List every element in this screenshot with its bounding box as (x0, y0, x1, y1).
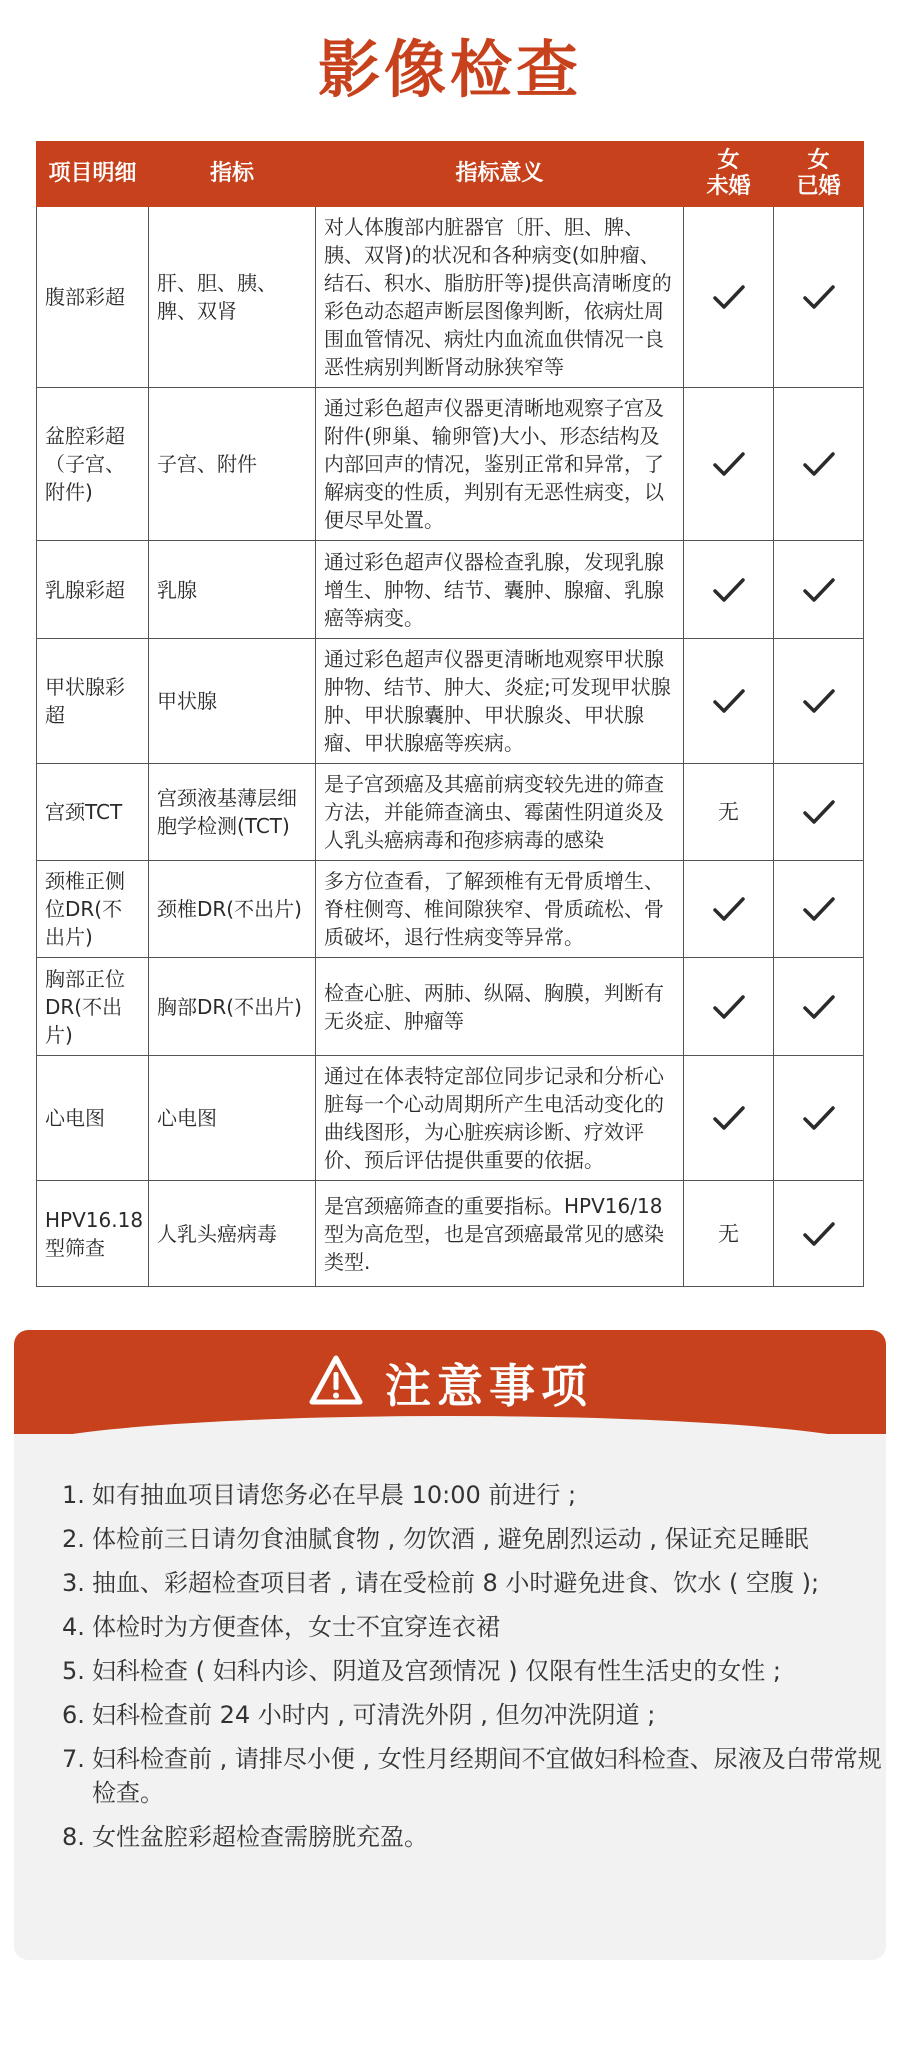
item-text: 女性盆腔彩超检查需膀胱充盈。 (92, 1823, 428, 1851)
check-icon (801, 1103, 837, 1133)
notice-title: 注意事项 (385, 1359, 593, 1413)
row-unmarried (684, 207, 774, 388)
row-meaning: 通过彩色超声仪器更清晰地观察甲状腺肿物、结节、肿大、炎症;可发现甲状腺肿、甲状腺囊肿、甲状腺炎、甲状腺瘤、甲状腺癌等疾病。 (316, 639, 684, 764)
row-married (774, 764, 864, 861)
item-text: 抽血、彩超检查项目者 , 请在受检前 8 小时避免进食、饮水 ( 空腹 ); (92, 1569, 820, 1597)
row-meaning: 通过彩色超声仪器更清晰地观察子宫及附件(卵巢、输卵管)大小、形态结构及内部回声的情况，鉴别正常和异常，了解病变的性质，判别有无恶性病变，以便尽早处置。 (316, 388, 684, 541)
row-meaning: 通过彩色超声仪器检查乳腺，发现乳腺增生、肿物、结节、囊肿、腺瘤、乳腺癌等病变。 (316, 541, 684, 639)
row-indicator: 心电图 (149, 1056, 316, 1181)
row-unmarried (684, 1056, 774, 1181)
row-item: 乳腺彩超 (37, 541, 149, 639)
page-title: 影像检查 (317, 33, 582, 106)
exam-table (36, 141, 864, 1287)
header-married-female (774, 142, 864, 207)
header-married-line2: 已婚 (796, 174, 841, 199)
list-item (62, 1820, 882, 1854)
row-indicator: 子宫、附件 (149, 388, 316, 541)
check-icon (711, 894, 747, 924)
row-meaning: 检查心脏、两肺、纵隔、胸膜，判断有无炎症、肿瘤等 (316, 958, 684, 1056)
row-item: 腹部彩超 (37, 207, 149, 388)
check-icon (801, 1219, 837, 1249)
item-number: 2. (62, 1525, 85, 1553)
row-unmarried (684, 861, 774, 958)
table-row (37, 958, 864, 1056)
row-indicator: 人乳头癌病毒 (149, 1181, 316, 1287)
notice-panel (14, 1330, 886, 1960)
header-married-line1: 女 (807, 148, 830, 173)
row-unmarried (684, 388, 774, 541)
header-meaning: 指标意义 (316, 142, 684, 207)
row-unmarried (684, 764, 774, 861)
check-icon (801, 992, 837, 1022)
list-item (62, 1478, 882, 1512)
row-item: 心电图 (37, 1056, 149, 1181)
row-married (774, 639, 864, 764)
table-row (37, 541, 864, 639)
header-unmarried-line2: 未婚 (706, 174, 751, 199)
row-indicator: 甲状腺 (149, 639, 316, 764)
row-married (774, 388, 864, 541)
list-item (62, 1742, 882, 1810)
item-text: 妇科检查前 , 请排尽小便 , 女性月经期间不宜做妇科检查、尿液及白带常规检查。 (92, 1745, 882, 1807)
list-item (62, 1654, 882, 1688)
table-row (37, 207, 864, 388)
row-item: 胸部正位DR(不出片) (37, 958, 149, 1056)
header-item: 项目明细 (37, 142, 149, 207)
list-item (62, 1698, 882, 1732)
check-icon (801, 894, 837, 924)
row-unmarried (684, 958, 774, 1056)
list-item (62, 1566, 882, 1600)
item-text: 妇科检查前 24 小时内 , 可清洗外阴 , 但勿冲洗阴道 ; (92, 1701, 656, 1729)
header-indicator: 指标 (149, 142, 316, 207)
row-item: HPV16.18型筛查 (37, 1181, 149, 1287)
row-meaning: 通过在体表特定部位同步记录和分析心脏每一个心动周期所产生电活动变化的曲线图形，为心脏疾病诊断、疗效评价、预后评估提供重要的依据。 (316, 1056, 684, 1181)
check-icon (711, 686, 747, 716)
row-married (774, 541, 864, 639)
check-icon (711, 992, 747, 1022)
check-icon (711, 449, 747, 479)
table-row (37, 861, 864, 958)
item-text: 如有抽血项目请您务必在早晨 10:00 前进行 ; (92, 1481, 577, 1509)
row-item: 甲状腺彩超 (37, 639, 149, 764)
check-icon (711, 282, 747, 312)
row-unmarried (684, 541, 774, 639)
table-row (37, 1181, 864, 1287)
header-unmarried-female (684, 142, 774, 207)
item-number: 4. (62, 1613, 85, 1641)
table-row (37, 639, 864, 764)
item-number: 1. (62, 1481, 85, 1509)
list-item (62, 1522, 882, 1556)
item-number: 6. (62, 1701, 85, 1729)
row-indicator: 肝、胆、胰、脾、双肾 (149, 207, 316, 388)
warning-icon (307, 1352, 365, 1414)
check-icon (801, 686, 837, 716)
row-indicator: 乳腺 (149, 541, 316, 639)
table-row (37, 764, 864, 861)
item-number: 5. (62, 1657, 85, 1685)
row-item: 宫颈TCT (37, 764, 149, 861)
item-number: 7. (62, 1745, 85, 1773)
table-row (37, 1056, 864, 1181)
check-icon (711, 1103, 747, 1133)
header-unmarried-line1: 女 (717, 148, 740, 173)
table-header-row (37, 142, 864, 207)
notice-list (62, 1478, 882, 1864)
check-icon (801, 797, 837, 827)
row-indicator: 颈椎DR(不出片) (149, 861, 316, 958)
check-icon (801, 575, 837, 605)
row-unmarried (684, 1181, 774, 1287)
row-meaning: 对人体腹部内脏器官〔肝、胆、脾、胰、双肾)的状况和各种病变(如肿瘤、结石、积水、脂肪肝等)提供高清晰度的彩色动态超声断层图像判断，依病灶周围血管情况、病灶内血流血供情况一良恶性病别判断肾动脉狭窄等 (316, 207, 684, 388)
check-icon (711, 575, 747, 605)
item-number: 8. (62, 1823, 85, 1851)
row-indicator: 宫颈液基薄层细胞学检测(TCT) (149, 764, 316, 861)
row-married (774, 861, 864, 958)
item-text: 体检时为方便查体，女士不宜穿连衣裙 (92, 1613, 500, 1641)
row-item: 盆腔彩超（子宫、附件) (37, 388, 149, 541)
row-item: 颈椎正侧位DR(不出片) (37, 861, 149, 958)
check-icon (801, 449, 837, 479)
list-item (62, 1610, 882, 1644)
row-meaning: 多方位查看，了解颈椎有无骨质增生、脊柱侧弯、椎间隙狭窄、骨质疏松、骨质破坏，退行性病变等异常。 (316, 861, 684, 958)
none-label: 无 (718, 1221, 739, 1246)
item-text: 体检前三日请勿食油腻食物 , 勿饮酒 , 避免剧烈运动 , 保证充足睡眠 (92, 1525, 809, 1553)
row-meaning: 是宫颈癌筛查的重要指标。HPV16/18型为高危型，也是宫颈癌最常见的感染类型. (316, 1181, 684, 1287)
check-icon (801, 282, 837, 312)
row-unmarried (684, 639, 774, 764)
row-married (774, 958, 864, 1056)
row-married (774, 1056, 864, 1181)
row-married (774, 207, 864, 388)
none-label: 无 (718, 800, 739, 824)
row-meaning: 是子宫颈癌及其癌前病变较先进的筛查方法，并能筛查滴虫、霉菌性阴道炎及人乳头癌病毒和孢疹病毒的感染 (316, 764, 684, 861)
item-number: 3. (62, 1569, 85, 1597)
notice-title-row (14, 1348, 886, 1418)
row-indicator: 胸部DR(不出片) (149, 958, 316, 1056)
item-text: 妇科检查 ( 妇科内诊、阴道及宫颈情况 ) 仅限有性生活史的女性 ; (92, 1657, 781, 1685)
row-married (774, 1181, 864, 1287)
table-row (37, 388, 864, 541)
